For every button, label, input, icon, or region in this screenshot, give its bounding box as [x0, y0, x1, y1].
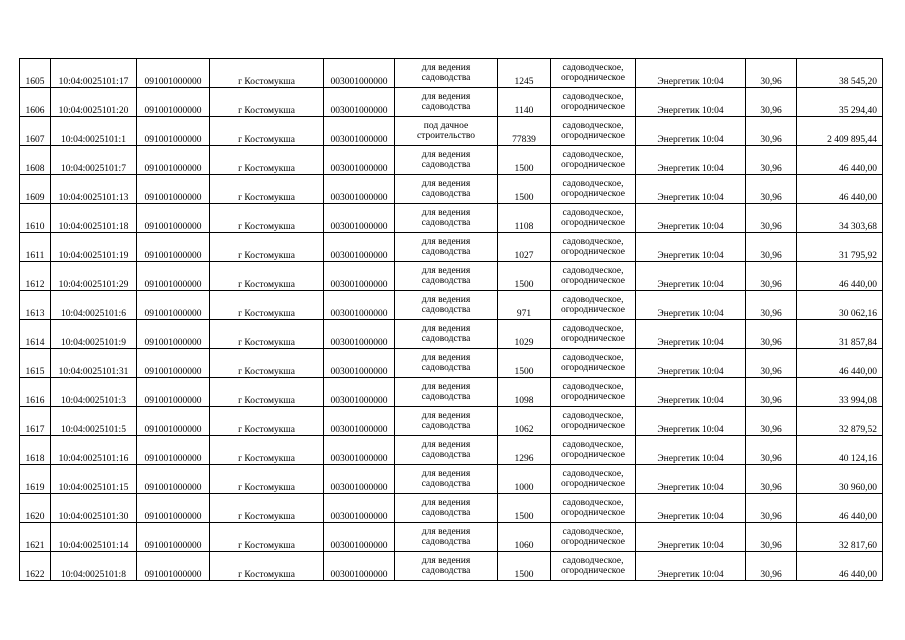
- table-row: [20, 262, 883, 291]
- row-number-cell: 1612: [20, 262, 51, 291]
- land-category-cell: [551, 320, 636, 349]
- municipal-code-cell: 003001000000: [324, 59, 395, 88]
- land-category-cell-line-2: огородническое: [560, 189, 626, 199]
- land-use-cell-line-1: для ведения: [421, 526, 471, 537]
- rate-cell: 30,96: [746, 523, 797, 552]
- land-category-cell: [551, 262, 636, 291]
- table-row: [20, 146, 883, 175]
- cadastral-value-cell: 32 817,60: [797, 523, 883, 552]
- municipal-code-cell: 003001000000: [324, 175, 395, 204]
- municipal-code-cell: 003001000000: [324, 494, 395, 523]
- land-use-cell-line-1: для ведения: [421, 439, 471, 450]
- area-cell: 1296: [498, 436, 551, 465]
- cadastral-value-cell: 31 857,84: [797, 320, 883, 349]
- city-cell: г Костомукша: [210, 233, 324, 262]
- okato-code-cell: 091001000000: [137, 117, 210, 146]
- land-use-cell: [395, 552, 498, 581]
- land-category-cell-line-1: садоводческое,: [562, 497, 624, 508]
- land-category-cell-line-2: огородническое: [560, 566, 626, 576]
- land-category-cell-line-1: садоводческое,: [562, 323, 624, 334]
- city-cell: г Костомукша: [210, 291, 324, 320]
- cadastral-value-cell: 46 440,00: [797, 349, 883, 378]
- land-use-cell-line-1: для ведения: [421, 497, 471, 508]
- city-cell: г Костомукша: [210, 117, 324, 146]
- land-use-cell-line-2: садоводства: [421, 537, 471, 547]
- table-row: [20, 436, 883, 465]
- row-number-cell: 1614: [20, 320, 51, 349]
- table-row: [20, 175, 883, 204]
- rate-cell: 30,96: [746, 320, 797, 349]
- area-cell: 1027: [498, 233, 551, 262]
- row-number-cell: 1622: [20, 552, 51, 581]
- land-use-cell-line-1: для ведения: [421, 236, 471, 247]
- table-row: [20, 291, 883, 320]
- table-row: [20, 465, 883, 494]
- land-use-cell: [395, 494, 498, 523]
- land-use-cell-line-2: садоводства: [421, 189, 471, 199]
- land-use-cell-line-1: для ведения: [421, 91, 471, 102]
- cadastral-value-cell: 33 994,08: [797, 378, 883, 407]
- land-use-cell: [395, 349, 498, 378]
- city-cell: г Костомукша: [210, 407, 324, 436]
- municipal-code-cell: 003001000000: [324, 349, 395, 378]
- cadastral-number-cell: 10:04:0025101:20: [51, 88, 137, 117]
- city-cell: г Костомукша: [210, 320, 324, 349]
- land-category-cell-line-1: садоводческое,: [562, 178, 624, 189]
- cadastral-number-cell: 10:04:0025101:8: [51, 552, 137, 581]
- land-use-cell-line-2: садоводства: [421, 392, 471, 402]
- land-use-cell-line-1: для ведения: [421, 178, 471, 189]
- row-number-cell: 1609: [20, 175, 51, 204]
- land-use-cell-line-2: строительство: [416, 131, 476, 141]
- organization-cell: Энергетик 10:04: [636, 523, 746, 552]
- land-use-cell-line-1: для ведения: [421, 323, 471, 334]
- land-use-cell-line-2: садоводства: [421, 479, 471, 489]
- municipal-code-cell: 003001000000: [324, 117, 395, 146]
- land-use-cell: [395, 291, 498, 320]
- cadastral-number-cell: 10:04:0025101:31: [51, 349, 137, 378]
- city-cell: г Костомукша: [210, 465, 324, 494]
- rate-cell: 30,96: [746, 552, 797, 581]
- area-cell: 1098: [498, 378, 551, 407]
- row-number-cell: 1620: [20, 494, 51, 523]
- cadastral-value-cell: 46 440,00: [797, 175, 883, 204]
- municipal-code-cell: 003001000000: [324, 378, 395, 407]
- cadastral-number-cell: 10:04:0025101:5: [51, 407, 137, 436]
- land-use-cell-line-1: для ведения: [421, 352, 471, 363]
- land-category-cell-line-2: огородническое: [560, 131, 626, 141]
- area-cell: 1000: [498, 465, 551, 494]
- okato-code-cell: 091001000000: [137, 262, 210, 291]
- land-use-cell-line-2: садоводства: [421, 508, 471, 518]
- land-category-cell: [551, 349, 636, 378]
- land-category-cell-line-1: садоводческое,: [562, 207, 624, 218]
- land-use-cell-line-2: садоводства: [421, 334, 471, 344]
- land-category-cell: [551, 291, 636, 320]
- area-cell: 971: [498, 291, 551, 320]
- land-category-cell: [551, 146, 636, 175]
- rate-cell: 30,96: [746, 146, 797, 175]
- land-category-cell-line-1: садоводческое,: [562, 439, 624, 450]
- okato-code-cell: 091001000000: [137, 320, 210, 349]
- cadastral-value-cell: 2 409 895,44: [797, 117, 883, 146]
- cadastral-value-cell: 40 124,16: [797, 436, 883, 465]
- city-cell: г Костомукша: [210, 349, 324, 378]
- table-row: [20, 204, 883, 233]
- land-use-cell-line-2: садоводства: [421, 363, 471, 373]
- table-row: [20, 88, 883, 117]
- organization-cell: Энергетик 10:04: [636, 204, 746, 233]
- table-body: [20, 59, 883, 581]
- area-cell: 1500: [498, 349, 551, 378]
- municipal-code-cell: 003001000000: [324, 407, 395, 436]
- rate-cell: 30,96: [746, 175, 797, 204]
- land-category-cell: [551, 175, 636, 204]
- land-category-cell: [551, 204, 636, 233]
- table-row: [20, 378, 883, 407]
- city-cell: г Костомукша: [210, 59, 324, 88]
- row-number-cell: 1619: [20, 465, 51, 494]
- organization-cell: Энергетик 10:04: [636, 117, 746, 146]
- cadastral-number-cell: 10:04:0025101:15: [51, 465, 137, 494]
- rate-cell: 30,96: [746, 436, 797, 465]
- land-category-cell-line-2: огородническое: [560, 102, 626, 112]
- land-use-cell-line-2: садоводства: [421, 247, 471, 257]
- cadastral-number-cell: 10:04:0025101:29: [51, 262, 137, 291]
- land-use-cell-line-1: для ведения: [421, 294, 471, 305]
- cadastral-value-cell: 34 303,68: [797, 204, 883, 233]
- okato-code-cell: 091001000000: [137, 175, 210, 204]
- area-cell: 1108: [498, 204, 551, 233]
- organization-cell: Энергетик 10:04: [636, 175, 746, 204]
- cadastral-number-cell: 10:04:0025101:3: [51, 378, 137, 407]
- land-category-cell-line-1: садоводческое,: [562, 381, 624, 392]
- okato-code-cell: 091001000000: [137, 204, 210, 233]
- okato-code-cell: 091001000000: [137, 523, 210, 552]
- organization-cell: Энергетик 10:04: [636, 465, 746, 494]
- land-use-cell-line-1: для ведения: [421, 265, 471, 276]
- land-category-cell: [551, 233, 636, 262]
- land-use-cell-line-2: садоводства: [421, 102, 471, 112]
- okato-code-cell: 091001000000: [137, 88, 210, 117]
- municipal-code-cell: 003001000000: [324, 436, 395, 465]
- row-number-cell: 1607: [20, 117, 51, 146]
- municipal-code-cell: 003001000000: [324, 262, 395, 291]
- area-cell: 1062: [498, 407, 551, 436]
- cadastral-number-cell: 10:04:0025101:16: [51, 436, 137, 465]
- organization-cell: Энергетик 10:04: [636, 233, 746, 262]
- area-cell: 1140: [498, 88, 551, 117]
- city-cell: г Костомукша: [210, 204, 324, 233]
- cadastral-number-cell: 10:04:0025101:6: [51, 291, 137, 320]
- city-cell: г Костомукша: [210, 88, 324, 117]
- cadastral-value-cell: 46 440,00: [797, 552, 883, 581]
- area-cell: 1245: [498, 59, 551, 88]
- land-category-cell-line-1: садоводческое,: [562, 410, 624, 421]
- municipal-code-cell: 003001000000: [324, 146, 395, 175]
- cadastral-number-cell: 10:04:0025101:18: [51, 204, 137, 233]
- land-use-cell-line-1: под дачное: [423, 120, 469, 131]
- row-number-cell: 1618: [20, 436, 51, 465]
- city-cell: г Костомукша: [210, 146, 324, 175]
- cadastral-value-cell: 38 545,20: [797, 59, 883, 88]
- land-category-cell-line-2: огородническое: [560, 363, 626, 373]
- organization-cell: Энергетик 10:04: [636, 494, 746, 523]
- rate-cell: 30,96: [746, 465, 797, 494]
- organization-cell: Энергетик 10:04: [636, 552, 746, 581]
- organization-cell: Энергетик 10:04: [636, 320, 746, 349]
- area-cell: 1500: [498, 552, 551, 581]
- land-category-cell: [551, 88, 636, 117]
- row-number-cell: 1621: [20, 523, 51, 552]
- cadastral-number-cell: 10:04:0025101:1: [51, 117, 137, 146]
- land-use-cell: [395, 233, 498, 262]
- land-category-cell-line-1: садоводческое,: [562, 555, 624, 566]
- land-category-cell: [551, 59, 636, 88]
- land-use-cell-line-1: для ведения: [421, 381, 471, 392]
- organization-cell: Энергетик 10:04: [636, 378, 746, 407]
- land-use-cell-line-1: для ведения: [421, 468, 471, 479]
- row-number-cell: 1605: [20, 59, 51, 88]
- land-category-cell-line-1: садоводческое,: [562, 91, 624, 102]
- rate-cell: 30,96: [746, 117, 797, 146]
- municipal-code-cell: 003001000000: [324, 320, 395, 349]
- row-number-cell: 1610: [20, 204, 51, 233]
- land-category-cell-line-2: огородническое: [560, 160, 626, 170]
- land-use-cell-line-1: для ведения: [421, 62, 471, 73]
- rate-cell: 30,96: [746, 378, 797, 407]
- rate-cell: 30,96: [746, 59, 797, 88]
- cadastral-value-cell: 30 960,00: [797, 465, 883, 494]
- cadastral-number-cell: 10:04:0025101:19: [51, 233, 137, 262]
- table-row: [20, 59, 883, 88]
- rate-cell: 30,96: [746, 407, 797, 436]
- table-row: [20, 494, 883, 523]
- land-use-cell-line-2: садоводства: [421, 73, 471, 83]
- land-category-cell-line-2: огородническое: [560, 508, 626, 518]
- organization-cell: Энергетик 10:04: [636, 436, 746, 465]
- land-use-cell-line-2: садоводства: [421, 450, 471, 460]
- okato-code-cell: 091001000000: [137, 349, 210, 378]
- table-row: [20, 117, 883, 146]
- rate-cell: 30,96: [746, 494, 797, 523]
- area-cell: 1029: [498, 320, 551, 349]
- okato-code-cell: 091001000000: [137, 407, 210, 436]
- land-category-cell-line-2: огородническое: [560, 276, 626, 286]
- city-cell: г Костомукша: [210, 378, 324, 407]
- land-category-cell-line-1: садоводческое,: [562, 294, 624, 305]
- land-use-cell: [395, 117, 498, 146]
- municipal-code-cell: 003001000000: [324, 204, 395, 233]
- land-category-cell: [551, 552, 636, 581]
- land-category-cell-line-1: садоводческое,: [562, 265, 624, 276]
- okato-code-cell: 091001000000: [137, 465, 210, 494]
- land-use-cell-line-1: для ведения: [421, 410, 471, 421]
- row-number-cell: 1611: [20, 233, 51, 262]
- cadastral-number-cell: 10:04:0025101:14: [51, 523, 137, 552]
- municipal-code-cell: 003001000000: [324, 552, 395, 581]
- okato-code-cell: 091001000000: [137, 291, 210, 320]
- land-use-cell-line-2: садоводства: [421, 421, 471, 431]
- land-category-cell-line-1: садоводческое,: [562, 526, 624, 537]
- land-use-cell: [395, 407, 498, 436]
- table-row: [20, 349, 883, 378]
- city-cell: г Костомукша: [210, 552, 324, 581]
- land-category-cell-line-2: огородническое: [560, 479, 626, 489]
- land-category-cell: [551, 494, 636, 523]
- table-row: [20, 407, 883, 436]
- land-use-cell: [395, 175, 498, 204]
- okato-code-cell: 091001000000: [137, 378, 210, 407]
- land-category-cell-line-1: садоводческое,: [562, 149, 624, 160]
- land-registry-table: [19, 58, 883, 581]
- land-category-cell-line-2: огородническое: [560, 450, 626, 460]
- land-category-cell-line-2: огородническое: [560, 305, 626, 315]
- land-category-cell-line-1: садоводческое,: [562, 468, 624, 479]
- land-category-cell: [551, 523, 636, 552]
- cadastral-value-cell: 35 294,40: [797, 88, 883, 117]
- municipal-code-cell: 003001000000: [324, 523, 395, 552]
- cadastral-value-cell: 31 795,92: [797, 233, 883, 262]
- land-use-cell: [395, 262, 498, 291]
- land-category-cell: [551, 378, 636, 407]
- cadastral-number-cell: 10:04:0025101:7: [51, 146, 137, 175]
- rate-cell: 30,96: [746, 349, 797, 378]
- land-use-cell: [395, 146, 498, 175]
- land-use-cell-line-1: для ведения: [421, 555, 471, 566]
- cadastral-number-cell: 10:04:0025101:17: [51, 59, 137, 88]
- land-use-cell: [395, 523, 498, 552]
- row-number-cell: 1617: [20, 407, 51, 436]
- land-use-cell: [395, 204, 498, 233]
- land-category-cell-line-2: огородническое: [560, 73, 626, 83]
- land-category-cell-line-2: огородническое: [560, 218, 626, 228]
- okato-code-cell: 091001000000: [137, 233, 210, 262]
- land-category-cell-line-1: садоводческое,: [562, 120, 624, 131]
- municipal-code-cell: 003001000000: [324, 233, 395, 262]
- rate-cell: 30,96: [746, 291, 797, 320]
- land-use-cell-line-1: для ведения: [421, 207, 471, 218]
- municipal-code-cell: 003001000000: [324, 88, 395, 117]
- cadastral-value-cell: 32 879,52: [797, 407, 883, 436]
- area-cell: 1500: [498, 262, 551, 291]
- municipal-code-cell: 003001000000: [324, 291, 395, 320]
- land-category-cell: [551, 117, 636, 146]
- land-use-cell-line-2: садоводства: [421, 566, 471, 576]
- area-cell: 1060: [498, 523, 551, 552]
- rate-cell: 30,96: [746, 204, 797, 233]
- land-use-cell: [395, 436, 498, 465]
- land-use-cell: [395, 465, 498, 494]
- land-category-cell-line-2: огородническое: [560, 334, 626, 344]
- okato-code-cell: 091001000000: [137, 436, 210, 465]
- cadastral-value-cell: 46 440,00: [797, 494, 883, 523]
- cadastral-value-cell: 46 440,00: [797, 146, 883, 175]
- city-cell: г Костомукша: [210, 262, 324, 291]
- land-category-cell-line-2: огородническое: [560, 247, 626, 257]
- rate-cell: 30,96: [746, 88, 797, 117]
- land-category-cell-line-2: огородническое: [560, 421, 626, 431]
- land-use-cell-line-1: для ведения: [421, 149, 471, 160]
- cadastral-number-cell: 10:04:0025101:9: [51, 320, 137, 349]
- organization-cell: Энергетик 10:04: [636, 349, 746, 378]
- area-cell: 1500: [498, 175, 551, 204]
- land-category-cell-line-2: огородническое: [560, 537, 626, 547]
- land-use-cell-line-2: садоводства: [421, 160, 471, 170]
- land-category-cell: [551, 407, 636, 436]
- municipal-code-cell: 003001000000: [324, 465, 395, 494]
- area-cell: 1500: [498, 494, 551, 523]
- rate-cell: 30,96: [746, 262, 797, 291]
- row-number-cell: 1608: [20, 146, 51, 175]
- land-category-cell: [551, 465, 636, 494]
- okato-code-cell: 091001000000: [137, 146, 210, 175]
- city-cell: г Костомукша: [210, 523, 324, 552]
- organization-cell: Энергетик 10:04: [636, 407, 746, 436]
- row-number-cell: 1606: [20, 88, 51, 117]
- cadastral-number-cell: 10:04:0025101:13: [51, 175, 137, 204]
- cadastral-value-cell: 30 062,16: [797, 291, 883, 320]
- cadastral-value-cell: 46 440,00: [797, 262, 883, 291]
- city-cell: г Костомукша: [210, 436, 324, 465]
- city-cell: г Костомукша: [210, 494, 324, 523]
- okato-code-cell: 091001000000: [137, 59, 210, 88]
- organization-cell: Энергетик 10:04: [636, 88, 746, 117]
- land-category-cell: [551, 436, 636, 465]
- cadastral-number-cell: 10:04:0025101:30: [51, 494, 137, 523]
- okato-code-cell: 091001000000: [137, 494, 210, 523]
- land-category-cell-line-1: садоводческое,: [562, 236, 624, 247]
- row-number-cell: 1616: [20, 378, 51, 407]
- land-use-cell: [395, 320, 498, 349]
- organization-cell: Энергетик 10:04: [636, 262, 746, 291]
- organization-cell: Энергетик 10:04: [636, 291, 746, 320]
- land-use-cell: [395, 378, 498, 407]
- land-use-cell-line-2: садоводства: [421, 218, 471, 228]
- land-use-cell: [395, 59, 498, 88]
- table-row: [20, 523, 883, 552]
- table-row: [20, 552, 883, 581]
- row-number-cell: 1615: [20, 349, 51, 378]
- land-category-cell-line-1: садоводческое,: [562, 62, 624, 73]
- land-use-cell-line-2: садоводства: [421, 276, 471, 286]
- organization-cell: Энергетик 10:04: [636, 146, 746, 175]
- row-number-cell: 1613: [20, 291, 51, 320]
- land-category-cell-line-1: садоводческое,: [562, 352, 624, 363]
- rate-cell: 30,96: [746, 233, 797, 262]
- area-cell: 1500: [498, 146, 551, 175]
- land-use-cell-line-2: садоводства: [421, 305, 471, 315]
- okato-code-cell: 091001000000: [137, 552, 210, 581]
- land-category-cell-line-2: огородническое: [560, 392, 626, 402]
- table-row: [20, 233, 883, 262]
- city-cell: г Костомукша: [210, 175, 324, 204]
- organization-cell: Энергетик 10:04: [636, 59, 746, 88]
- table-row: [20, 320, 883, 349]
- land-use-cell: [395, 88, 498, 117]
- area-cell: 77839: [498, 117, 551, 146]
